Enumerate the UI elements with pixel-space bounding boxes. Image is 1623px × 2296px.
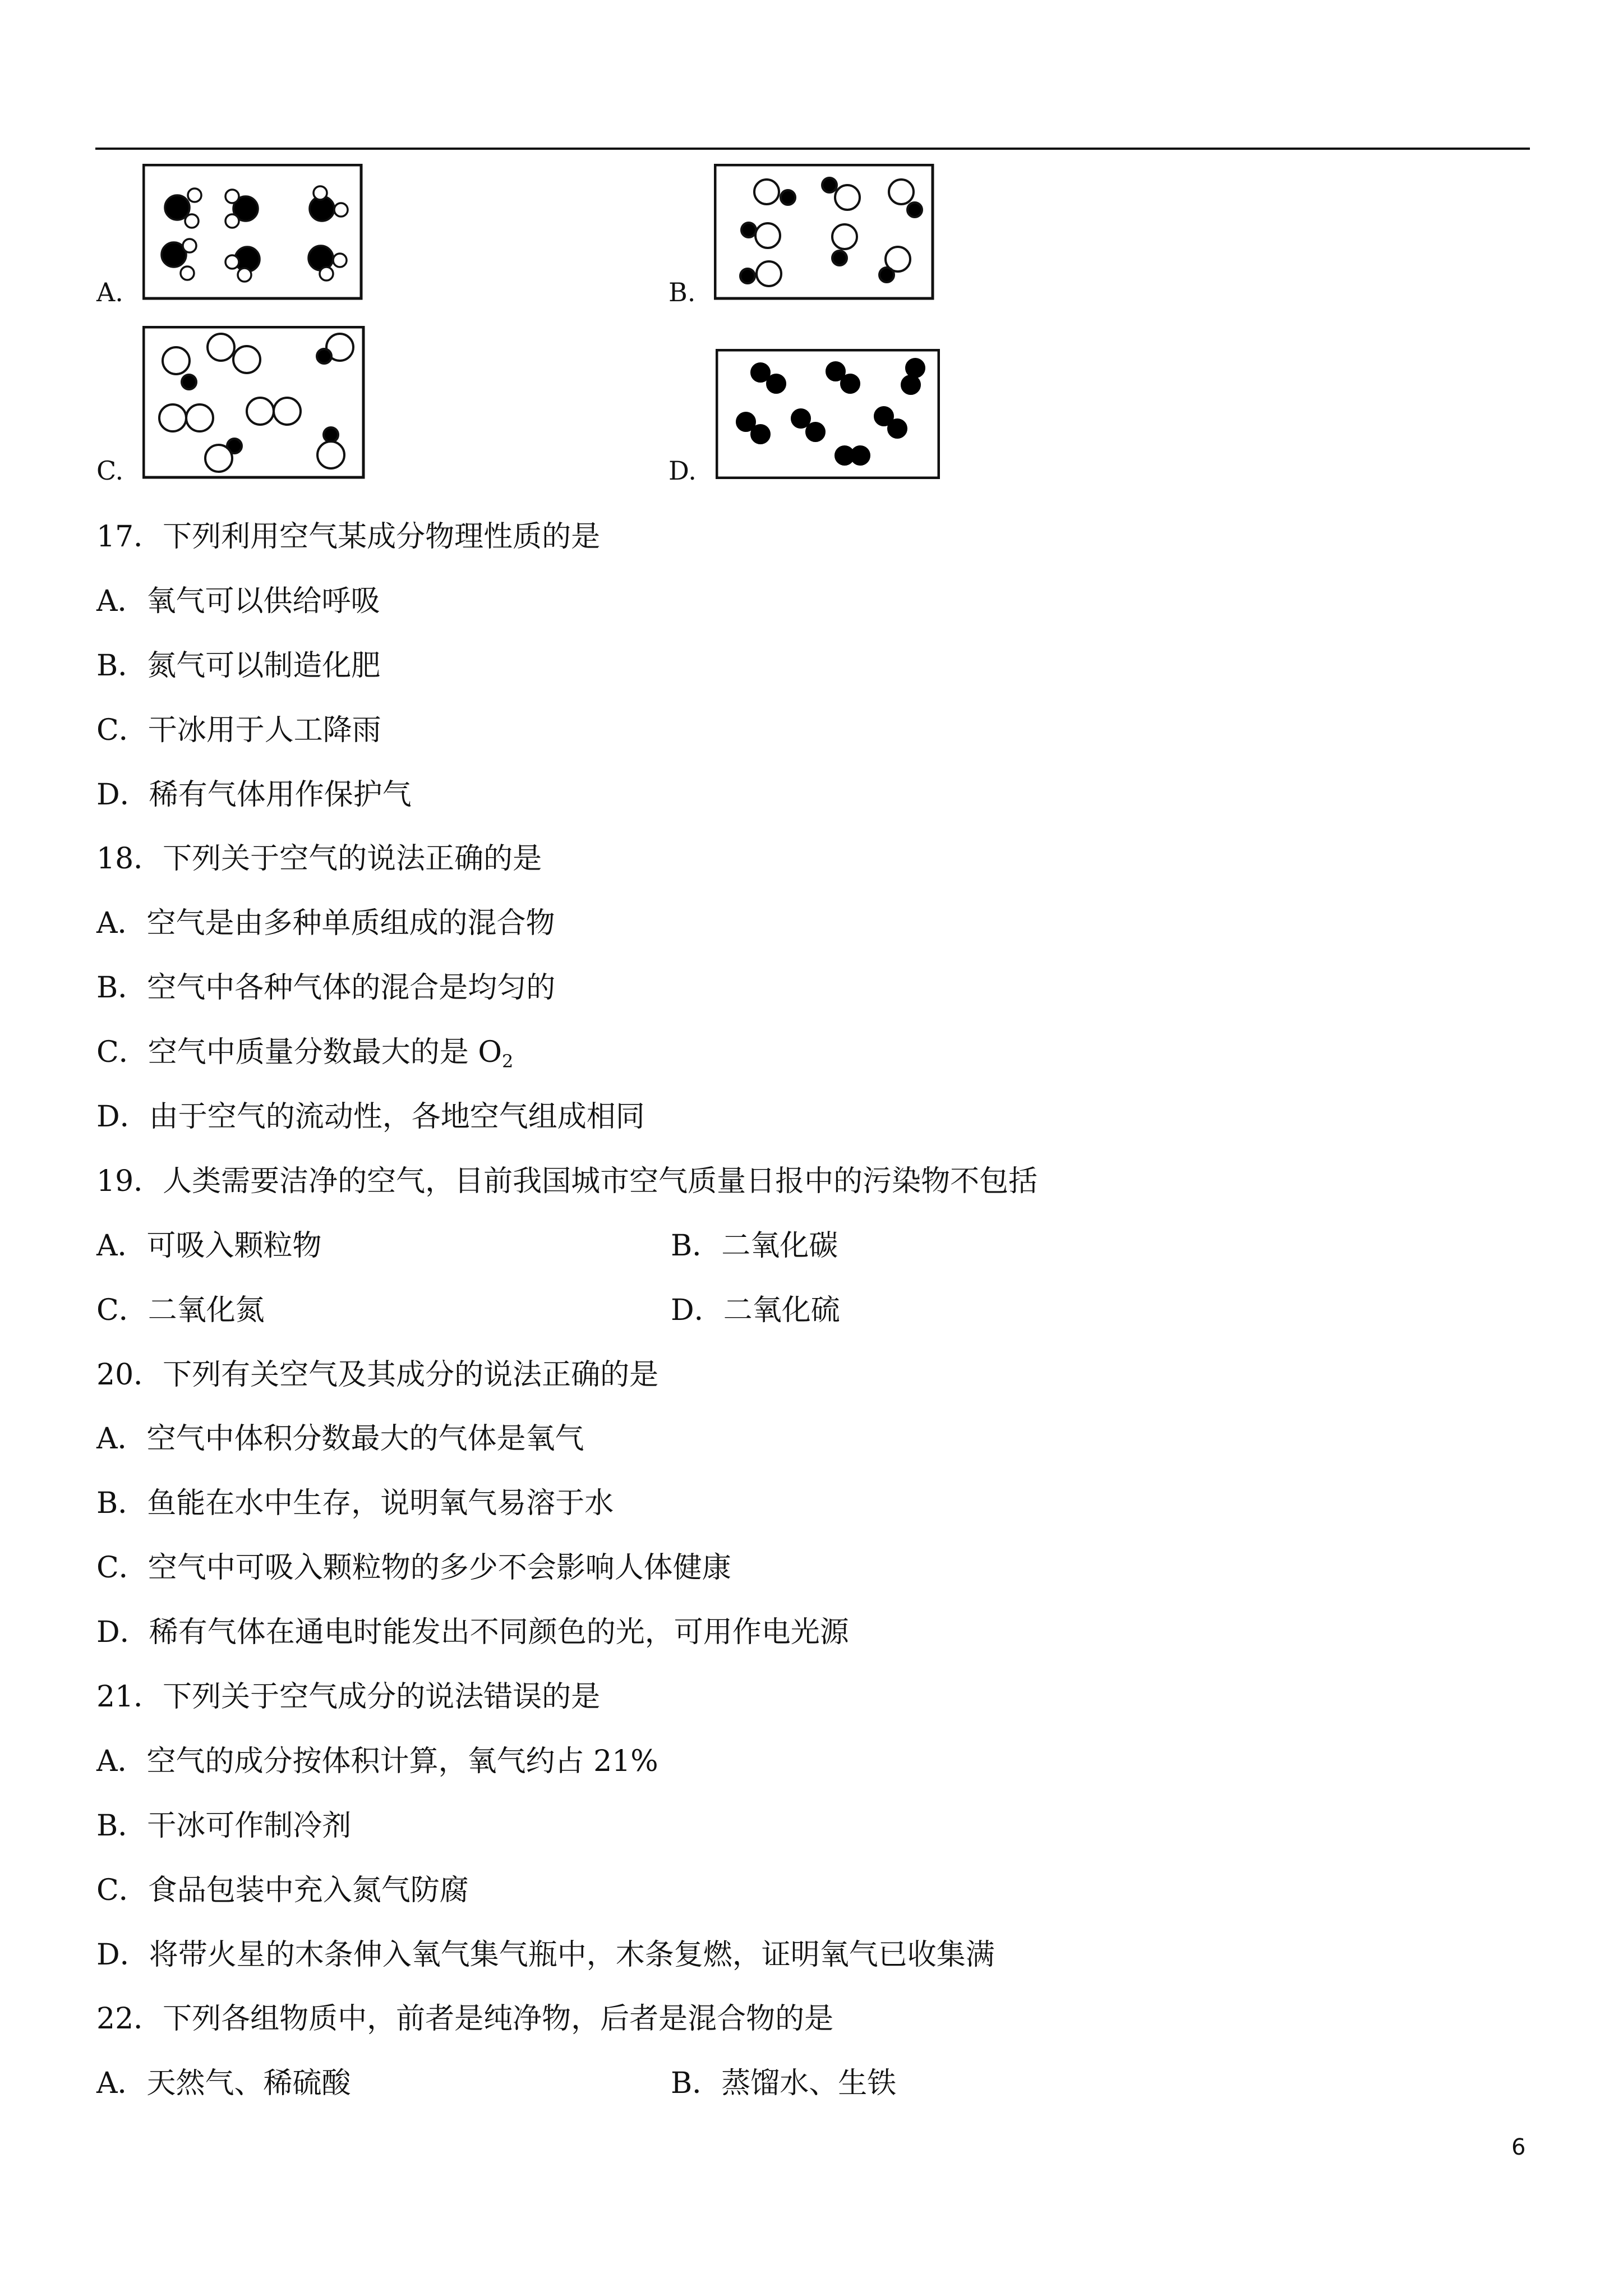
page-number: 6	[1511, 2134, 1526, 2160]
figure-a-particles	[142, 164, 363, 301]
subscript-2: 2	[501, 1051, 514, 1073]
question-18-option-c	[96, 1020, 1555, 1085]
figure-c-particles	[142, 326, 366, 480]
question-17-option-d: D．稀有气体用作保护气	[96, 777, 412, 812]
question-17-stem: 17．下列利用空气某成分物理性质的是	[96, 520, 601, 554]
figure-d-particles	[716, 349, 940, 479]
question-20-option-b: B．鱼能在水中生存，说明氧气易溶于水	[96, 1487, 614, 1521]
question-18-option-b: B．空气中各种气体的混合是均匀的	[96, 971, 556, 1005]
question-17-option-c: C．干冰用于人工降雨	[96, 713, 381, 747]
question-19-option-d: D．二氧化硫	[671, 1293, 840, 1327]
question-21-option-a: A．空气的成分按体积计算，氧气约占 21%	[96, 1744, 658, 1778]
figure-b-particles	[714, 164, 935, 301]
question-21-stem: 21．下列关于空气成分的说法错误的是	[96, 1680, 601, 1714]
figure-b-label: B.	[668, 277, 696, 307]
question-18-option-c-text: C．空气中质量分数最大的是 O	[96, 1036, 502, 1070]
question-20-option-d: D．稀有气体在通电时能发出不同颜色的光，可用作电光源	[96, 1616, 849, 1650]
question-19-options-cd	[96, 1278, 1555, 1343]
question-19-option-c: C．二氧化氮	[96, 1293, 265, 1327]
question-17-option-a: A．氧气可以供给呼吸	[96, 584, 380, 618]
question-18-stem: 18．下列关于空气的说法正确的是	[96, 842, 542, 876]
question-22-option-a: A．天然气、稀硫酸	[96, 2067, 351, 2101]
question-22-option-b: B．蒸馏水、生铁	[671, 2067, 897, 2101]
question-22-stem: 22．下列各组物质中，前者是纯净物，后者是混合物的是	[96, 2002, 834, 2036]
question-22-options-ab	[96, 2051, 1555, 2116]
question-19-option-a: A．可吸入颗粒物	[96, 1228, 322, 1263]
question-20-option-a: A．空气中体积分数最大的气体是氧气	[96, 1422, 584, 1456]
question-19-option-b: B．二氧化碳	[671, 1228, 838, 1263]
figure-a-label: A.	[96, 277, 123, 307]
question-17-option-b: B．氮气可以制造化肥	[96, 648, 381, 683]
question-19-options-ab	[96, 1214, 1555, 1278]
header-rule	[95, 148, 1530, 150]
question-18-option-a: A．空气是由多种单质组成的混合物	[96, 907, 555, 941]
question-list	[96, 505, 1555, 2116]
question-20-stem: 20．下列有关空气及其成分的说法正确的是	[96, 1358, 659, 1392]
question-18-option-d: D．由于空气的流动性，各地空气组成相同	[96, 1100, 645, 1134]
question-21-option-d: D．将带火星的木条伸入氧气集气瓶中，木条复燃，证明氧气已收集满	[96, 1938, 995, 1972]
question-21-option-b: B．干冰可作制冷剂	[96, 1809, 352, 1843]
question-19-stem: 19．人类需要洁净的空气，目前我国城市空气质量日报中的污染物不包括	[96, 1164, 1038, 1198]
question-20-option-c: C．空气中可吸入颗粒物的多少不会影响人体健康	[96, 1551, 731, 1585]
figure-c-label: C.	[96, 455, 124, 486]
question-21-option-c: C．食品包装中充入氮气防腐	[96, 1873, 469, 1907]
figure-d-label: D.	[668, 455, 697, 486]
